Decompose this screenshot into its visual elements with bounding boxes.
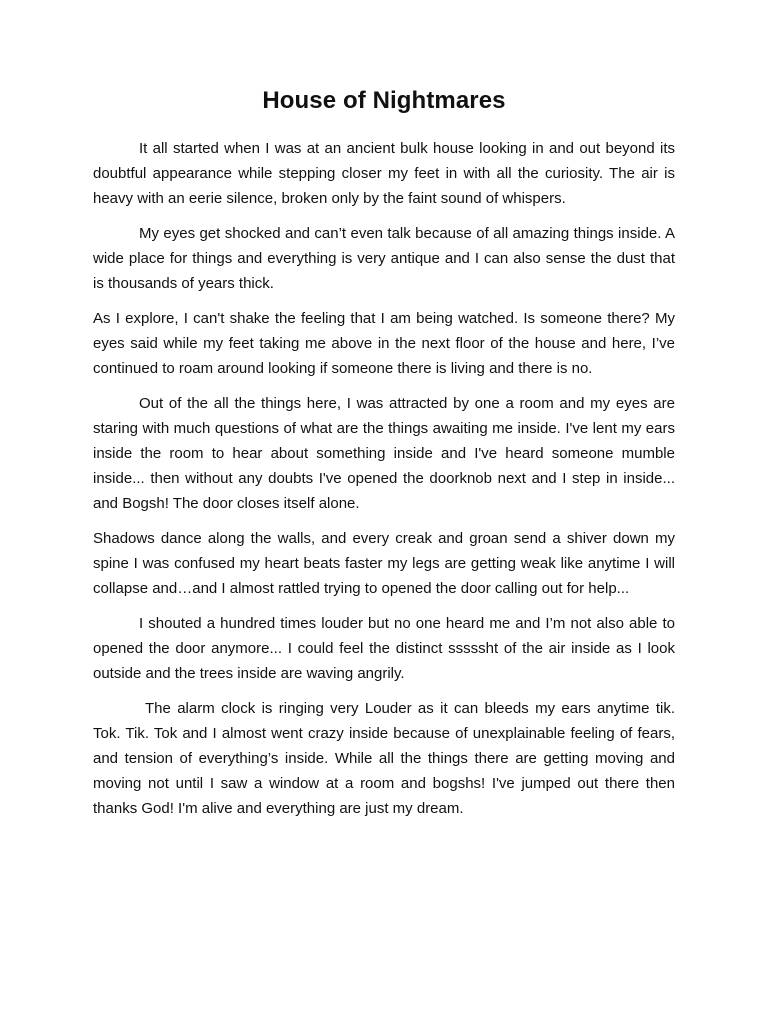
document-title: House of Nightmares [262, 87, 506, 114]
paragraph-7: The alarm clock is ringing very Louder as it can bleeds my ears anytime tik. Tok. Tik. Tok and I almost went crazy inside because of unexplainable feeling of fears, and tension of everything’s inside. While all the things there are getting moving and moving not until I saw a window at a room and bogshs! I've jumped out there then thanks God! I'm alive and everything are just my dream. [93, 700, 675, 817]
paragraph-1: It all started when I was at an ancient bulk house looking in and out beyond its doubtful appearance while stepping closer my feet in with all the curiosity. The air is heavy with an eerie silence, broken only by the faint sound of whispers. [93, 140, 675, 207]
paragraph-2: My eyes get shocked and can’t even talk because of all amazing things inside. A wide place for things and everything is very antique and I can also sense the dust that is thousands of years thick. [93, 225, 675, 292]
paragraph-5: Shadows dance along the walls, and every creak and groan send a shiver down my spine I was confused my heart beats faster my legs are getting weak like anytime I will collapse and…and I almost rattled trying to opened the door calling out for help... [93, 530, 675, 597]
paragraph-4: Out of the all the things here, I was attracted by one a room and my eyes are staring with much questions of what are the things awaiting me inside. I've lent my ears inside the room to hear about something inside and I've heard someone mumble inside... then without any doubts I've opened the doorknob next and I step in inside... and Bogsh! The door closes itself alone. [93, 395, 675, 512]
paragraph-6: I shouted a hundred times louder but no one heard me and I’m not also able to opened the door anymore... I could feel the distinct sssssht of the air inside as I look outside and the trees inside are waving angrily. [93, 615, 675, 682]
paragraph-3: As I explore, I can't shake the feeling that I am being watched. Is someone there? My eyes said while my feet taking me above in the next floor of the house and here, I’ve continued to roam around looking if someone there is living and there is no. [93, 310, 675, 377]
